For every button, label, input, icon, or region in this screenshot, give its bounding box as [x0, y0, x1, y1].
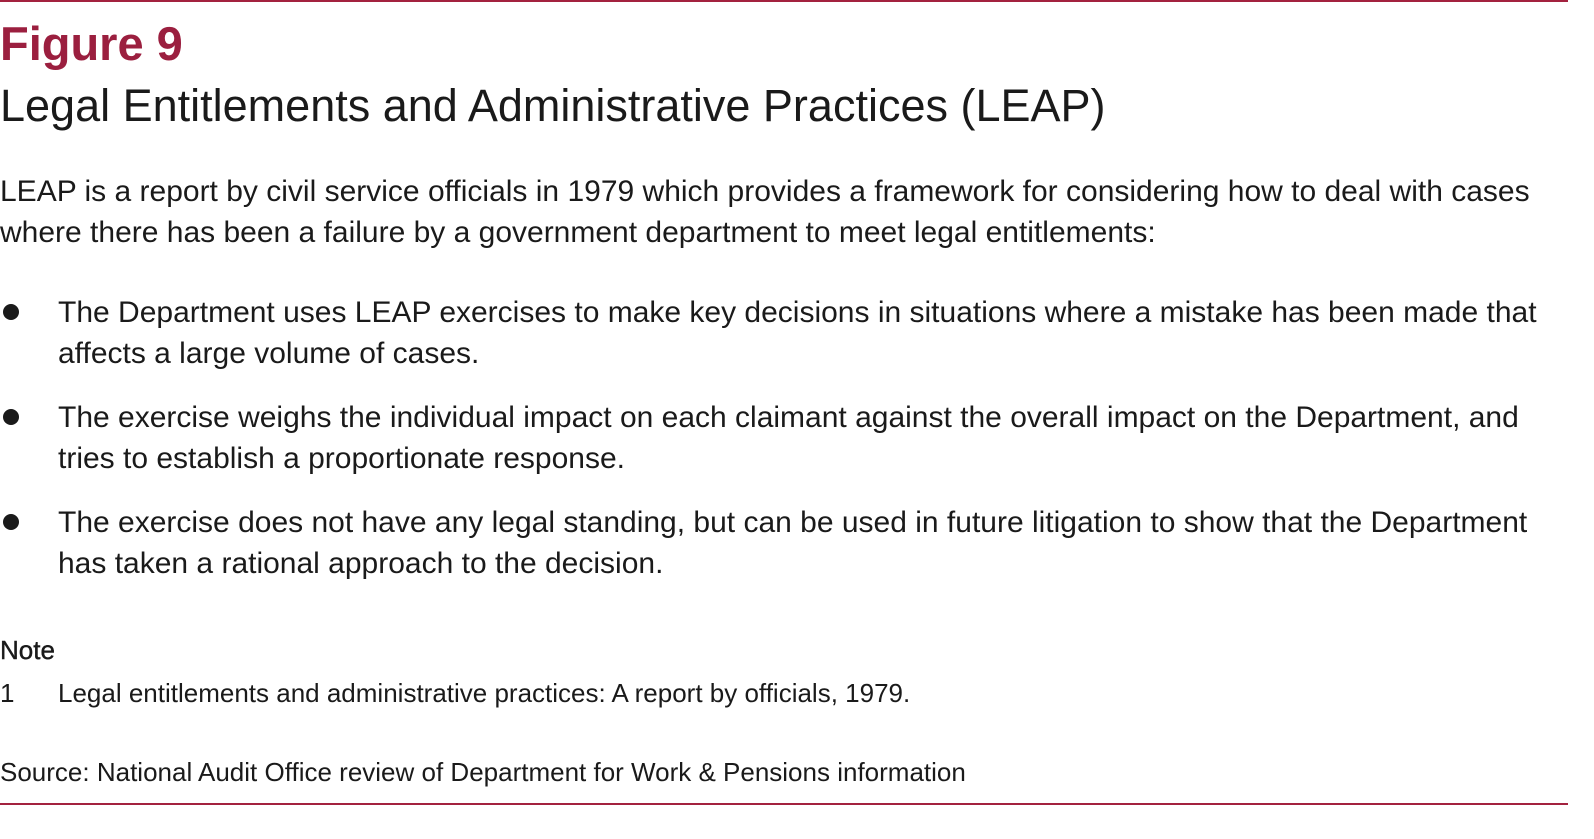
- source-line: Source: National Audit Office review of Department for Work & Pensions information: [0, 757, 966, 787]
- note-heading: Note: [0, 635, 55, 665]
- bullet-item: [0, 397, 1560, 479]
- figure-label: Figure 9: [0, 17, 183, 70]
- bullet-text: The Department uses LEAP exercises to make key decisions in situations where a mistake has been made that affects a large volume of cases.: [58, 296, 1537, 370]
- bottom-rule: [0, 803, 1568, 805]
- bullet-item: [0, 292, 1560, 374]
- figure-title: Legal Entitlements and Administrative Practices (LEAP): [0, 80, 1106, 131]
- bullet-icon: [3, 409, 19, 425]
- bullet-item: [0, 502, 1560, 584]
- bullet-list: [0, 292, 1560, 607]
- intro-paragraph: LEAP is a report by civil service officials in 1979 which provides a framework for considering how to deal with cases where there has been a failure by a government department to meet legal entitlements:: [0, 175, 1530, 249]
- bullet-text: The exercise weighs the individual impact on each claimant against the overall impact on the Department, and tries to establish a proportionate response.: [58, 401, 1519, 475]
- bullet-icon: [3, 304, 19, 320]
- note-text: Legal entitlements and administrative practices: A report by officials, 1979.: [58, 678, 911, 708]
- bullet-icon: [3, 514, 19, 530]
- note-number: 1: [0, 678, 15, 708]
- top-rule: [0, 0, 1568, 2]
- bullet-text: The exercise does not have any legal standing, but can be used in future litigation to show that the Department has taken a rational approach to the decision.: [58, 506, 1528, 580]
